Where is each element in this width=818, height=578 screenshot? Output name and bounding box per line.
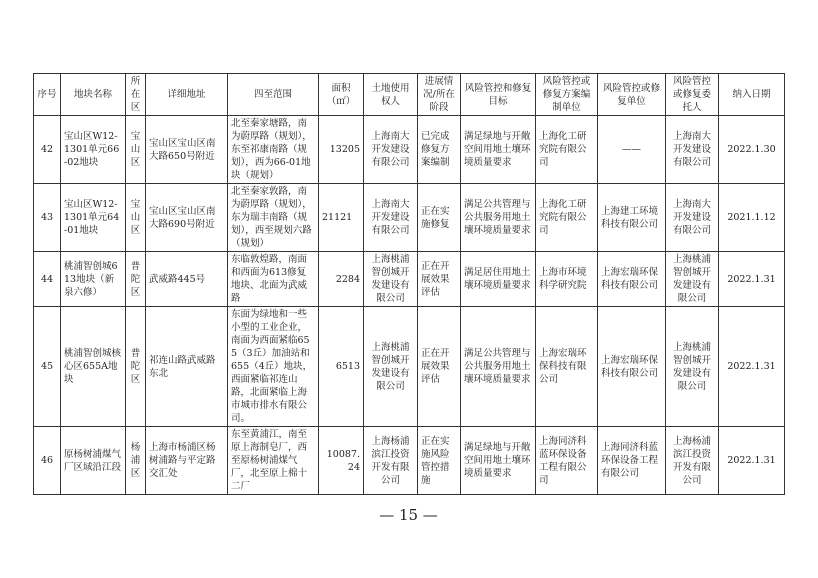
cell-land-user: 上海南大开发建设有限公司 — [364, 184, 418, 252]
cell-address: 祁连山路武威路东北 — [146, 307, 228, 427]
cell-address: 上海市杨浦区杨树浦路与平定路交汇处 — [146, 427, 228, 495]
table-row — [34, 184, 785, 252]
cell-district: 宝山区 — [126, 184, 146, 252]
cell-site-name: 桃浦智创城613地块（新泉六修） — [61, 252, 126, 307]
cell-target: 满足公共管理与公共服务用地土壤环境质量要求 — [461, 307, 536, 427]
header-boundaries: 四至范围 — [228, 74, 319, 116]
cell-site-name: 宝山区W12-1301单元64-01地块 — [61, 184, 126, 252]
cell-progress: 正在开展效果评估 — [418, 252, 461, 307]
cell-index: 42 — [34, 116, 61, 184]
cell-client: 上海桃浦智创城开发建设有限公司 — [666, 307, 719, 427]
cell-district: 杨浦区 — [126, 427, 146, 495]
site-list-table — [33, 73, 785, 495]
header-client: 风险管控或修复委托人 — [666, 74, 719, 116]
header-land-user: 土地使用权人 — [364, 74, 418, 116]
cell-boundaries: 北至秦家敦路，南为蔚厚路（规划），东为瑞丰南路（规划），西至规划六路（规划） — [228, 184, 319, 252]
cell-client: 上海杨浦滨江投资开发有限公司 — [666, 427, 719, 495]
cell-client: 上海南大开发建设有限公司 — [666, 184, 719, 252]
cell-date: 2022.1.31 — [719, 252, 785, 307]
cell-date: 2021.1.12 — [719, 184, 785, 252]
cell-site-name: 桃浦智创城核心区655A地块 — [61, 307, 126, 427]
cell-area: 21121 — [319, 184, 364, 252]
cell-target: 满足居住用地土壤环境质量要求 — [461, 252, 536, 307]
cell-district: 宝山区 — [126, 116, 146, 184]
header-plan-unit: 风险管控或修复方案编制单位 — [536, 74, 598, 116]
cell-site-name: 原杨树浦煤气厂区域沿江段 — [61, 427, 126, 495]
cell-progress: 已完成修复方案编制 — [418, 116, 461, 184]
cell-target: 满足绿地与开敞空间用地土壤环境质量要求 — [461, 427, 536, 495]
cell-boundaries: 东临敦煌路，南面和西面为613修复地块、北面为武威路 — [228, 252, 319, 307]
table-row — [34, 427, 785, 495]
cell-area: 6513 — [319, 307, 364, 427]
cell-district: 普陀区 — [126, 307, 146, 427]
cell-land-user: 上海南大开发建设有限公司 — [364, 116, 418, 184]
cell-land-user: 上海桃浦智创城开发建设有限公司 — [364, 307, 418, 427]
header-address: 详细地址 — [146, 74, 228, 116]
cell-land-user: 上海桃浦智创城开发建设有限公司 — [364, 252, 418, 307]
table-row — [34, 307, 785, 427]
table-row — [34, 116, 785, 184]
cell-target: 满足公共管理与公共服务用地土壤环境质量要求 — [461, 184, 536, 252]
cell-progress: 正在实施风险管控措施 — [418, 427, 461, 495]
page-number: — 15 — — [379, 506, 438, 524]
cell-remediation-unit: 上海宏瑞环保科技有限公司 — [598, 307, 666, 427]
cell-index: 44 — [34, 252, 61, 307]
cell-area: 2284 — [319, 252, 364, 307]
header-date: 纳入日期 — [719, 74, 785, 116]
cell-date: 2022.1.31 — [719, 307, 785, 427]
cell-date: 2022.1.30 — [719, 116, 785, 184]
cell-boundaries: 北至秦家塘路，南为蔚厚路（规划），东至祁康南路（规划），西为66-01地块（规划） — [228, 116, 319, 184]
header-progress: 进展情况/所在阶段 — [418, 74, 461, 116]
cell-remediation-unit: 上海宏瑞环保科技有限公司 — [598, 252, 666, 307]
header-target: 风险管控和修复目标 — [461, 74, 536, 116]
cell-remediation-unit: —— — [598, 116, 666, 184]
cell-area: 13205 — [319, 116, 364, 184]
cell-index: 46 — [34, 427, 61, 495]
cell-progress: 正在实施修复 — [418, 184, 461, 252]
header-district: 所在区 — [126, 74, 146, 116]
cell-district: 普陀区 — [126, 252, 146, 307]
cell-area: 10087.24 — [319, 427, 364, 495]
cell-remediation-unit: 上海建工环境科技有限公司 — [598, 184, 666, 252]
cell-plan-unit: 上海宏瑞环保科技有限公司 — [536, 307, 598, 427]
cell-client: 上海桃浦智创城开发建设有限公司 — [666, 252, 719, 307]
table-row — [34, 252, 785, 307]
cell-plan-unit: 上海市环境科学研究院 — [536, 252, 598, 307]
cell-client: 上海南大开发建设有限公司 — [666, 116, 719, 184]
cell-plan-unit: 上海化工研究院有限公司 — [536, 116, 598, 184]
cell-address: 宝山区宝山区南大路690号附近 — [146, 184, 228, 252]
header-area: 面积（㎡） — [319, 74, 364, 116]
cell-boundaries: 东至黄浦江，南至原上海制皂厂，西至原杨树浦煤气厂，北至原上棉十二厂 — [228, 427, 319, 495]
cell-plan-unit: 上海化工研究院有限公司 — [536, 184, 598, 252]
cell-address: 宝山区宝山区南大路650号附近 — [146, 116, 228, 184]
table-header-row — [34, 74, 785, 116]
cell-site-name: 宝山区W12-1301单元66-02地块 — [61, 116, 126, 184]
header-index: 序号 — [34, 74, 61, 116]
cell-plan-unit: 上海同济科蓝环保设备工程有限公司 — [536, 427, 598, 495]
cell-remediation-unit: 上海同济科蓝环保设备工程有限公司 — [598, 427, 666, 495]
cell-date: 2022.1.31 — [719, 427, 785, 495]
cell-target: 满足绿地与开敞空间用地土壤环境质量要求 — [461, 116, 536, 184]
cell-index: 45 — [34, 307, 61, 427]
header-remediation-unit: 风险管控或修复单位 — [598, 74, 666, 116]
cell-progress: 正在开展效果评估 — [418, 307, 461, 427]
cell-boundaries: 东面为绿地和一些小型的工业企业，南面为西面紧临655（3丘）加油站和655（4丘）地块，西面紧临祁连山路，北面紧临上海市城市排水有限公司。 — [228, 307, 319, 427]
header-site-name: 地块名称 — [61, 74, 126, 116]
cell-index: 43 — [34, 184, 61, 252]
cell-land-user: 上海杨浦滨江投资开发有限公司 — [364, 427, 418, 495]
cell-address: 武威路445号 — [146, 252, 228, 307]
